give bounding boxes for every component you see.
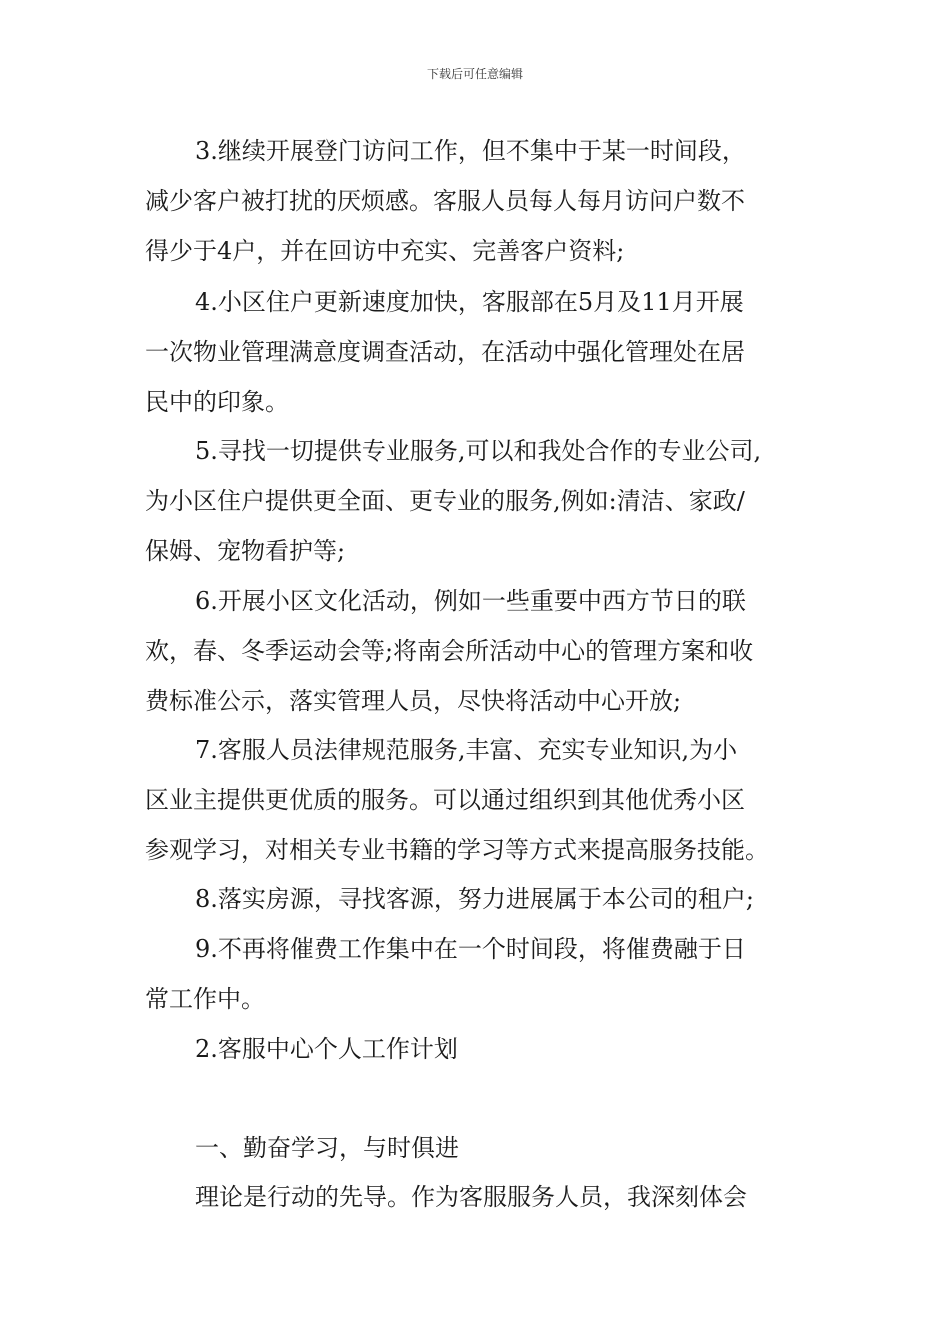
- text-line: 常工作中。: [145, 985, 265, 1013]
- text-line: 3.继续开展登门访问工作，但不集中于某一时间段，: [195, 137, 746, 165]
- text-line: 8.落实房源，寻找客源，努力进展属于本公司的租户;: [195, 885, 754, 913]
- text-line: 一次物业管理满意度调查活动，在活动中强化管理处在居: [145, 338, 745, 366]
- text-line: 理论是行动的先导。作为客服服务人员，我深刻体会: [195, 1183, 747, 1211]
- text-line: 9.不再将催费工作集中在一个时间段，将催费融于日: [195, 935, 746, 963]
- page-header: 下载后可任意编辑: [426, 67, 523, 81]
- text-line: 4.小区住户更新速度加快，客服部在5月及11月开展: [195, 288, 744, 316]
- text-line: 7.客服人员法律规范服务,丰富、充实专业知识,为小: [195, 736, 738, 764]
- text-line: 6.开展小区文化活动，例如一些重要中西方节日的联: [195, 587, 746, 615]
- text-line: 民中的印象。: [145, 388, 289, 416]
- section-heading: 2.客服中心个人工作计划: [195, 1035, 458, 1063]
- section-heading: 一、勤奋学习，与时俱进: [195, 1134, 459, 1162]
- text-line: 保姆、宠物看护等;: [145, 537, 346, 565]
- text-line: 费标准公示，落实管理人员，尽快将活动中心开放;: [145, 687, 682, 715]
- text-line: 5.寻找一切提供专业服务,可以和我处合作的专业公司,: [195, 437, 762, 465]
- text-line: 为小区住户提供更全面、更专业的服务,例如:清洁、家政/: [145, 487, 745, 515]
- text-line: 欢，春、冬季运动会等;将南会所活动中心的管理方案和收: [145, 637, 754, 665]
- text-line: 得少于4户，并在回访中充实、完善客户资料;: [145, 237, 625, 265]
- text-line: 参观学习，对相关专业书籍的学习等方式来提高服务技能。: [145, 836, 769, 864]
- text-line: 区业主提供更优质的服务。可以通过组织到其他优秀小区: [145, 786, 745, 814]
- text-line: 减少客户被打扰的厌烦感。客服人员每人每月访问户数不: [145, 187, 745, 215]
